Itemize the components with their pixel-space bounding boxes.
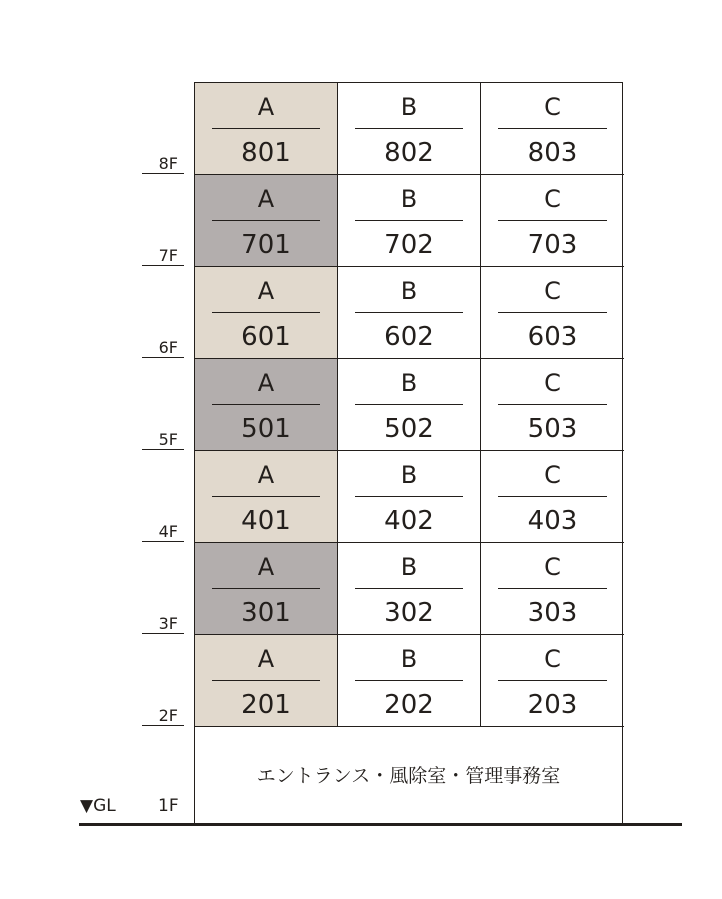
- unit-number: 202: [384, 690, 434, 720]
- unit-type: C: [544, 277, 561, 305]
- unit-number: 703: [527, 230, 578, 260]
- floor-label-text: 3F: [158, 614, 178, 633]
- unit-cell: [481, 635, 624, 727]
- unit-cell: [195, 543, 338, 635]
- unit-number: 803: [527, 138, 578, 168]
- floor-label: [142, 521, 184, 542]
- unit-number: 301: [241, 598, 291, 628]
- unit-number: 601: [241, 322, 291, 352]
- unit-number: 501: [241, 414, 291, 444]
- unit-divider: [355, 680, 463, 681]
- unit-divider: [498, 588, 607, 589]
- unit-type: C: [544, 93, 561, 121]
- floor-label-text: 5F: [158, 430, 178, 449]
- unit-number: 702: [384, 230, 434, 260]
- unit-divider: [498, 496, 607, 497]
- unit-cell: [481, 83, 624, 175]
- unit-type: C: [544, 185, 561, 213]
- unit-type: C: [544, 553, 561, 581]
- unit-number: 602: [384, 322, 434, 352]
- unit-cell: [195, 267, 338, 359]
- ground-floor-label: 1F: [158, 796, 179, 816]
- ground-level-label: ▼GL: [80, 796, 116, 816]
- unit-divider: [212, 312, 320, 313]
- floor-label: [142, 613, 184, 634]
- unit-cell: [338, 359, 481, 451]
- unit-type: B: [400, 277, 418, 305]
- unit-divider: [498, 404, 607, 405]
- unit-cell: [338, 267, 481, 359]
- unit-divider: [355, 312, 463, 313]
- unit-type: C: [544, 645, 561, 673]
- floor-label: [142, 245, 184, 266]
- unit-cell: [481, 359, 624, 451]
- floor-label-text: 8F: [158, 154, 178, 173]
- unit-cell: [338, 635, 481, 727]
- ground-level-line: [79, 823, 682, 826]
- floor-label-text: 7F: [158, 246, 178, 265]
- unit-type: A: [257, 93, 275, 121]
- unit-cell: [481, 451, 624, 543]
- unit-number: 801: [241, 138, 291, 168]
- unit-type: B: [400, 553, 418, 581]
- unit-type: C: [544, 369, 561, 397]
- floor-label: [142, 337, 184, 358]
- unit-type: B: [400, 185, 418, 213]
- unit-grid: [194, 82, 623, 824]
- unit-divider: [212, 680, 320, 681]
- unit-number: 802: [384, 138, 434, 168]
- unit-number: 402: [384, 506, 434, 536]
- unit-divider: [355, 404, 463, 405]
- unit-divider: [498, 128, 607, 129]
- unit-type: B: [400, 461, 418, 489]
- unit-cell: [338, 83, 481, 175]
- unit-cell: [195, 635, 338, 727]
- unit-cell: [481, 543, 624, 635]
- unit-divider: [355, 588, 463, 589]
- unit-divider: [355, 220, 463, 221]
- unit-number: 603: [527, 322, 578, 352]
- unit-cell: [481, 267, 624, 359]
- unit-divider: [212, 496, 320, 497]
- floor-label-text: 4F: [158, 522, 178, 541]
- unit-number: 203: [527, 690, 578, 720]
- unit-cell: [338, 175, 481, 267]
- unit-number: 701: [241, 230, 291, 260]
- unit-divider: [498, 312, 607, 313]
- unit-number: 302: [384, 598, 434, 628]
- unit-number: 303: [527, 598, 578, 628]
- unit-type: B: [400, 369, 418, 397]
- unit-number: 503: [527, 414, 578, 444]
- unit-type: A: [257, 277, 275, 305]
- floor-label-text: 6F: [158, 338, 178, 357]
- unit-cell: [338, 543, 481, 635]
- unit-type: B: [400, 645, 418, 673]
- unit-number: 401: [241, 506, 291, 536]
- unit-type: B: [400, 93, 418, 121]
- unit-divider: [355, 496, 463, 497]
- unit-type: A: [257, 645, 275, 673]
- floor-label-text: 2F: [158, 706, 178, 725]
- ground-floor-area: [195, 727, 622, 824]
- unit-divider: [212, 404, 320, 405]
- unit-cell: [338, 451, 481, 543]
- floor-label: [142, 153, 184, 174]
- unit-number: 201: [241, 690, 291, 720]
- unit-cell: [195, 451, 338, 543]
- unit-cell: [481, 175, 624, 267]
- unit-divider: [498, 220, 607, 221]
- unit-divider: [498, 680, 607, 681]
- ground-floor-text: エントランス・風除室・管理事務室: [256, 765, 561, 787]
- unit-type: A: [257, 185, 275, 213]
- unit-divider: [355, 128, 463, 129]
- unit-type: A: [257, 553, 275, 581]
- unit-number: 502: [384, 414, 434, 444]
- floor-label: [142, 429, 184, 450]
- unit-cell: [195, 359, 338, 451]
- unit-type: A: [257, 369, 275, 397]
- unit-divider: [212, 128, 320, 129]
- unit-divider: [212, 588, 320, 589]
- unit-type: A: [257, 461, 275, 489]
- floor-label: [142, 705, 184, 726]
- unit-number: 403: [527, 506, 578, 536]
- unit-cell: [195, 175, 338, 267]
- unit-cell: [195, 83, 338, 175]
- unit-divider: [212, 220, 320, 221]
- unit-type: C: [544, 461, 561, 489]
